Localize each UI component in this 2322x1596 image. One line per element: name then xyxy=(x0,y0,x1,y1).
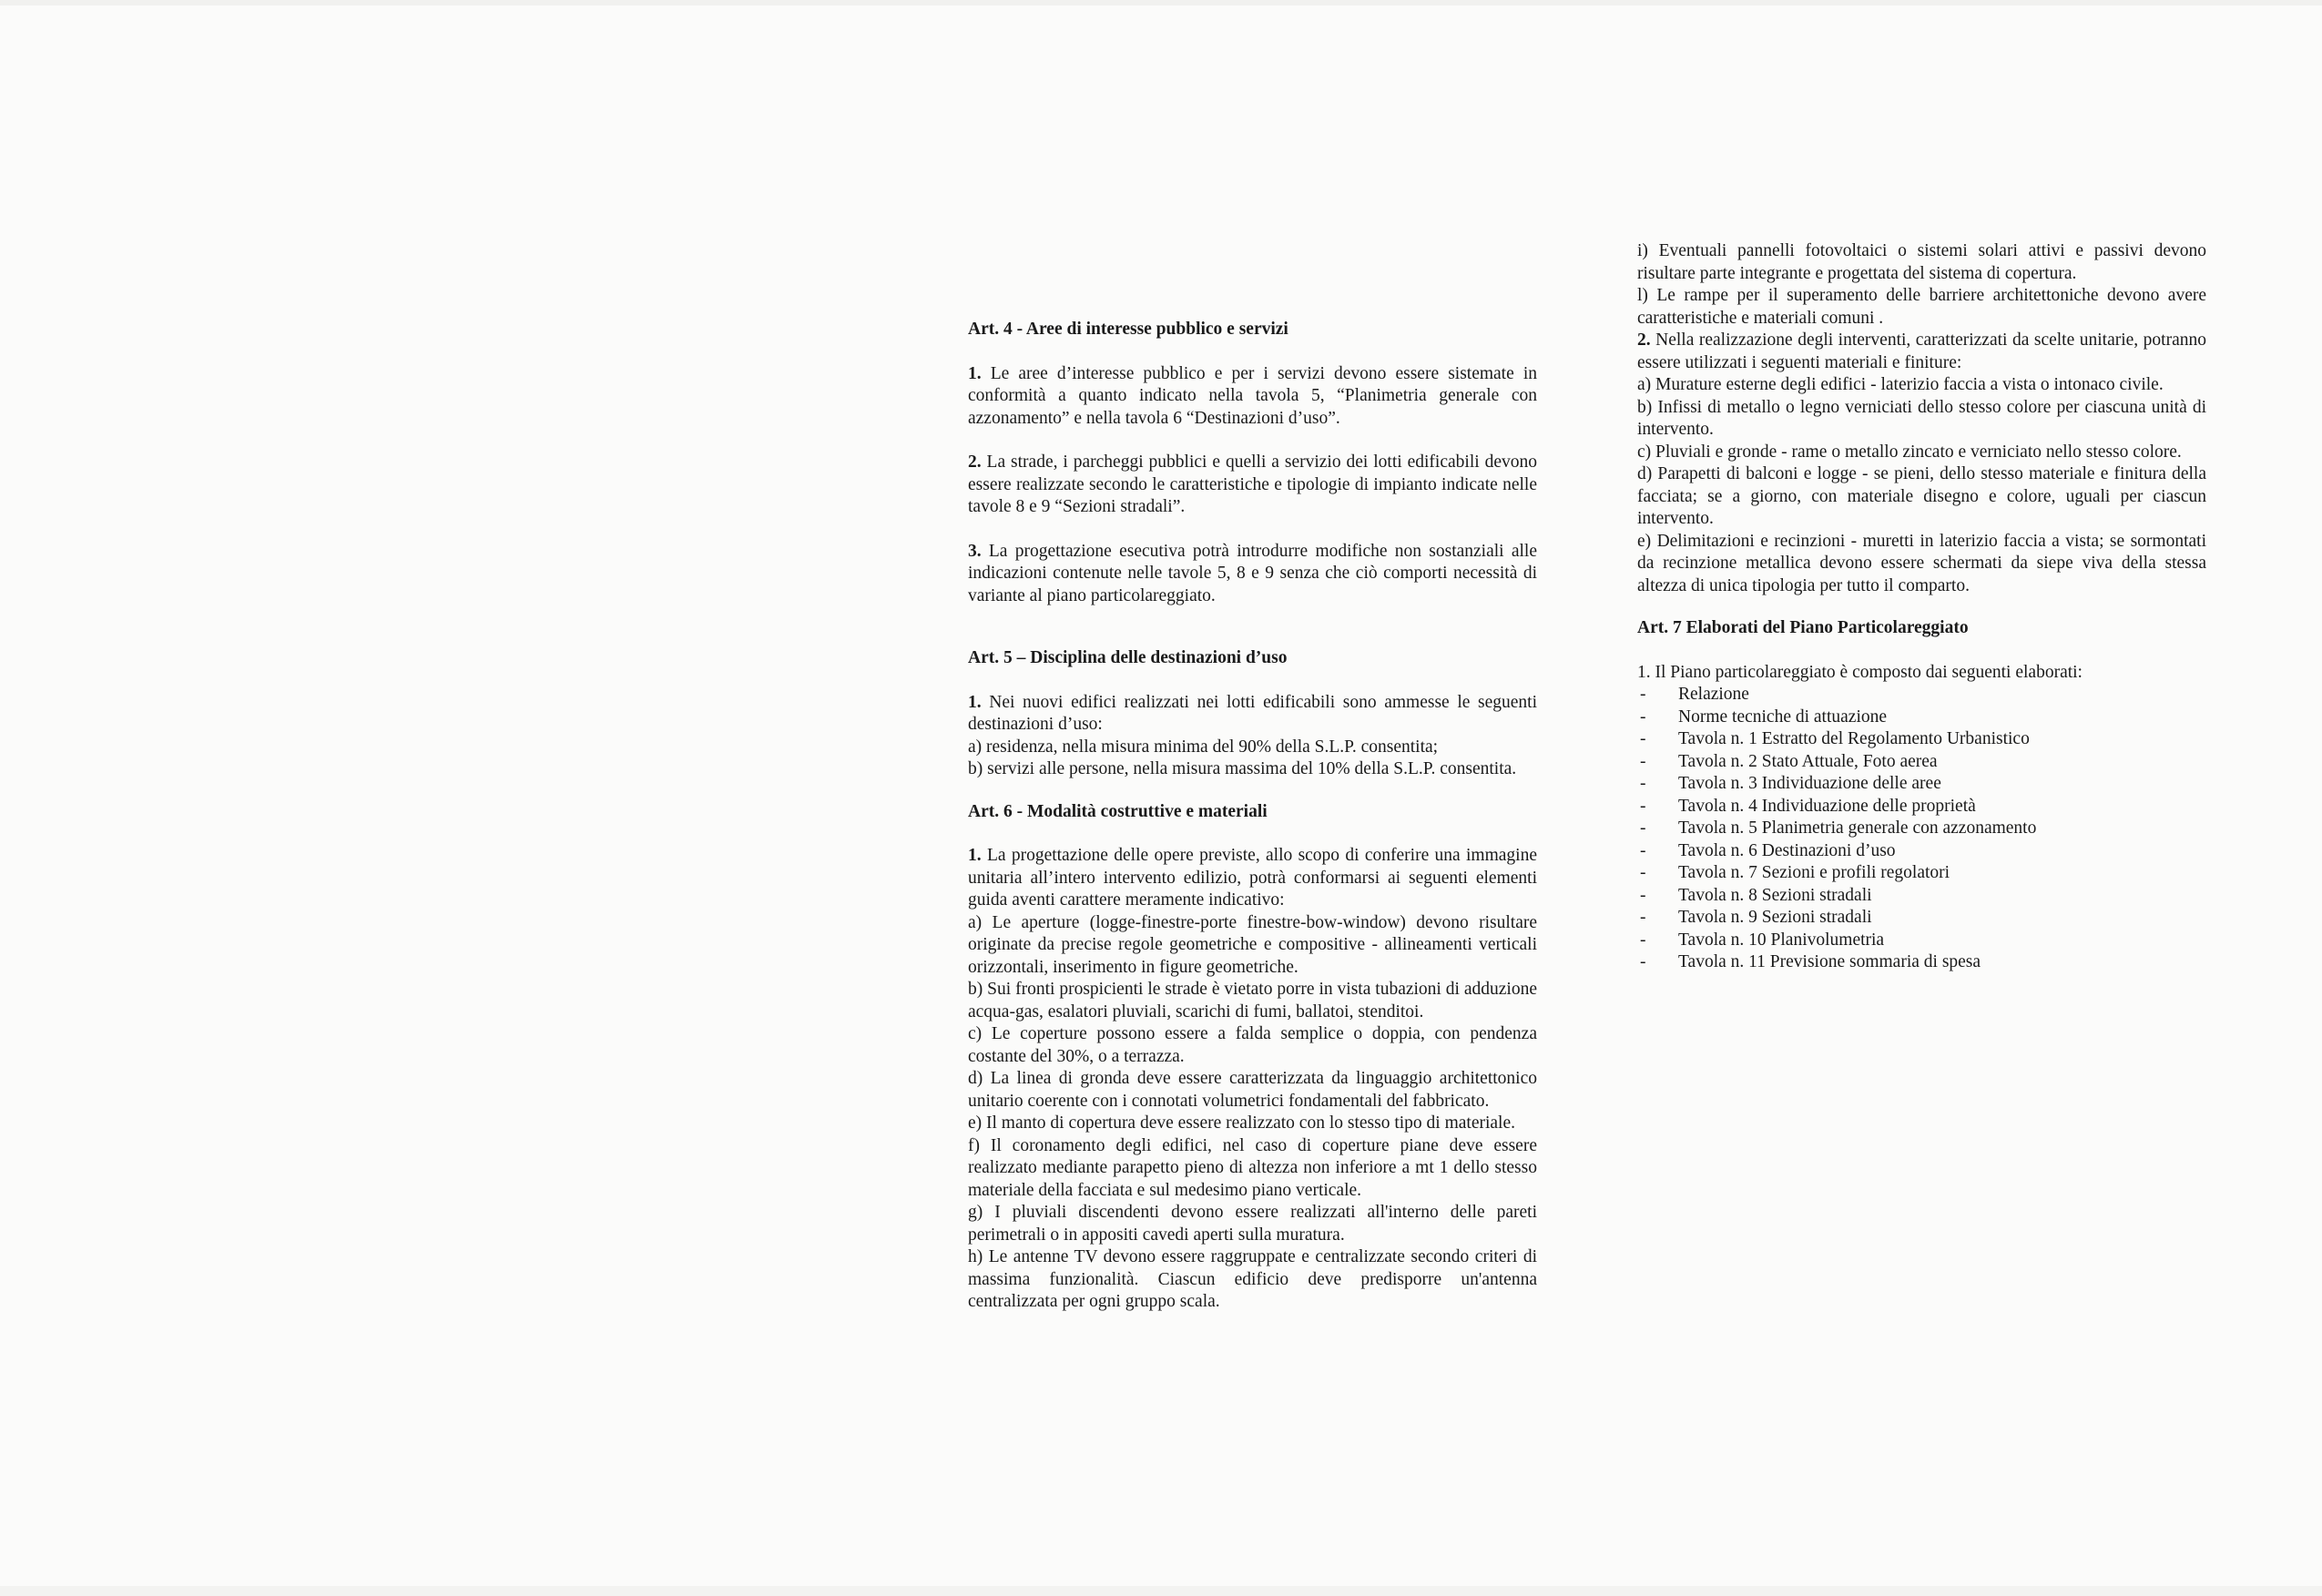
list-item-text: Tavola n. 8 Sezioni stradali xyxy=(1678,885,1872,905)
art6-material-c: c) Pluviali e gronde - rame o metallo zincato e verniciato nello stesso colore. xyxy=(1637,442,2182,462)
list-dash: - xyxy=(1640,707,1646,727)
list-item-text: Relazione xyxy=(1678,685,1749,704)
art6-item-g: g) I pluviali discendenti devono essere realizzati all'interno delle pareti perimetrali o in appositi cavedi aperti sulla muratura. xyxy=(968,1203,1537,1245)
list-item-text: Tavola n. 1 Estratto del Regolamento Urbanistico xyxy=(1678,729,2030,748)
art5-p1-number: 1. xyxy=(968,692,982,712)
art6-heading: Art. 6 - Modalità costruttive e materiali xyxy=(968,801,1268,821)
list-item xyxy=(1637,796,2206,818)
art4-p3-number: 3. xyxy=(968,541,982,561)
list-item xyxy=(1637,951,2206,974)
art6-item-c: c) Le coperture possono essere a falda semplice o doppia, con pendenza costante del 30%, o a terrazza. xyxy=(968,1024,1537,1066)
art4-p3-text: La progettazione esecutiva potrà introdurre modifiche non sostanziali alle indicazioni contenute nelle tavole 5, 8 e 9 senza che ciò comporti necessità di variante al piano particolareggiato. xyxy=(968,541,1537,605)
art4-paragraph-2 xyxy=(968,452,1537,519)
art6-material-a: a) Murature esterne degli edifici - laterizio faccia a vista o intonaco civile. xyxy=(1637,375,2164,394)
art4-paragraph-3 xyxy=(968,541,1537,608)
list-item-text: Tavola n. 3 Individuazione delle aree xyxy=(1678,774,1941,793)
list-dash: - xyxy=(1640,685,1646,704)
list-dash: - xyxy=(1640,796,1646,816)
list-item-text: Tavola n. 7 Sezioni e profili regolatori xyxy=(1678,863,1950,882)
art6-material-e: e) Delimitazioni e recinzioni - muretti in laterizio faccia a vista; se sormontati da recinzione metallica devono essere schermati da siepe viva della stessa altezza di unica tipologia per tutto il comparto. xyxy=(1637,531,2206,595)
list-item xyxy=(1637,773,2206,796)
list-dash: - xyxy=(1640,818,1646,838)
art6-paragraph-2 xyxy=(1637,330,2206,374)
art6-item-e: e) Il manto di copertura deve essere realizzato con lo stesso tipo di materiale. xyxy=(968,1113,1516,1133)
art5-heading: Art. 5 – Disciplina delle destinazioni d’uso xyxy=(968,648,1288,667)
scan-edge-bottom xyxy=(0,1586,2322,1596)
art6-item-f: f) Il coronamento degli edifici, nel caso di coperture piane deve essere realizzato mediante parapetto pieno di altezza non inferiore a mt 1 dello stesso materiale della facciata e sul medesimo piano verticale. xyxy=(968,1135,1537,1200)
list-item xyxy=(1637,728,2206,751)
art4-p2-number: 2. xyxy=(968,452,982,472)
art6-p1-number: 1. xyxy=(968,846,982,865)
art6-p1-text: La progettazione delle opere previste, allo scopo di conferire una immagine unitaria all’intero intervento edilizio, potrà conformarsi ai seguenti elementi guida aventi carattere meramente indicativo: xyxy=(968,846,1537,910)
art5-item-a: a) residenza, nella misura minima del 90% della S.L.P. consentita; xyxy=(968,737,1439,757)
art5-p1-text: Nei nuovi edifici realizzati nei lotti edificabili sono ammesse le seguenti destinazioni d’uso: xyxy=(968,692,1537,734)
list-item xyxy=(1637,862,2206,885)
right-column xyxy=(1637,240,2206,974)
list-dash: - xyxy=(1640,952,1646,971)
list-dash: - xyxy=(1640,930,1646,950)
art6-item-d: d) La linea di gronda deve essere caratterizzata da linguaggio architettonico unitario coerente con i connotati volumetrici fondamentali del fabbricato. xyxy=(968,1069,1537,1111)
list-item xyxy=(1637,684,2206,707)
art6-p2-text: Nella realizzazione degli interventi, caratterizzati da scelte unitarie, potranno essere utilizzati i seguenti materiali e finiture: xyxy=(1637,330,2206,372)
list-dash: - xyxy=(1640,840,1646,860)
art6-p2-number: 2. xyxy=(1637,330,1651,350)
list-dash: - xyxy=(1640,774,1646,793)
list-item-text: Tavola n. 2 Stato Attuale, Foto aerea xyxy=(1678,751,1938,771)
art7-intro: 1. Il Piano particolareggiato è composto dai seguenti elaborati: xyxy=(1637,662,2083,682)
art6-material-d: d) Parapetti di balconi e logge - se pieni, dello stesso materiale e finitura della facciata; se a giorno, con materiale disegno e colore, uguali per ciascun intervento. xyxy=(1637,464,2206,528)
art6-item-i: i) Eventuali pannelli fotovoltaici o sistemi solari attivi e passivi devono risultare parte integrante e progettata del sistema di copertura. xyxy=(1637,241,2206,283)
art7-heading: Art. 7 Elaborati del Piano Particolareggiato xyxy=(1637,618,1969,637)
list-item xyxy=(1637,885,2206,908)
list-item xyxy=(1637,818,2206,840)
list-dash: - xyxy=(1640,885,1646,905)
art6-item-h: h) Le antenne TV devono essere raggruppate e centralizzate secondo criteri di massima funzionalità. Ciascun edificio deve predisporre un'antenna centralizzata per ogni gruppo scala. xyxy=(968,1247,1537,1311)
list-item xyxy=(1637,751,2206,774)
list-item xyxy=(1637,930,2206,952)
list-item-text: Tavola n. 10 Planivolumetria xyxy=(1678,930,1885,950)
list-item xyxy=(1637,907,2206,930)
list-item-text: Norme tecniche di attuazione xyxy=(1678,707,1888,727)
left-column xyxy=(968,319,1537,1314)
list-dash: - xyxy=(1640,729,1646,748)
list-item-text: Tavola n. 6 Destinazioni d’uso xyxy=(1678,840,1896,860)
list-item-text: Tavola n. 5 Planimetria generale con azzonamento xyxy=(1678,818,2037,838)
list-item xyxy=(1637,707,2206,729)
art6-item-b: b) Sui fronti prospicienti le strade è vietato porre in vista tubazioni di adduzione acqua-gas, esalatori pluviali, scarichi di fumi, ballatoi, stenditoi. xyxy=(968,980,1537,1022)
list-dash: - xyxy=(1640,751,1646,771)
art6-item-a: a) Le aperture (logge-finestre-porte finestre-bow-window) devono risultare originate da precise regole geometriche e compositive - allineamenti verticali orizzontali, inserimento in figure geometriche. xyxy=(968,912,1537,977)
list-item-text: Tavola n. 4 Individuazione delle proprietà xyxy=(1678,796,1976,816)
art4-p2-text: La strade, i parcheggi pubblici e quelli a servizio dei lotti edificabili devono essere realizzate secondo le caratteristiche e tipologie di impianto indicate nelle tavole 8 e 9 “Sezioni stradali”. xyxy=(968,452,1537,516)
art5-item-b: b) servizi alle persone, nella misura massima del 10% della S.L.P. consentita. xyxy=(968,759,1517,778)
list-item-text: Tavola n. 9 Sezioni stradali xyxy=(1678,908,1872,927)
art4-p1-text: Le aree d’interesse pubblico e per i servizi devono essere sistemate in conformità a quanto indicato nella tavola 5, “Planimetria generale con azzonamento” e nella tavola 6 “Destinazioni d’uso”. xyxy=(968,363,1537,428)
art6-paragraph-1 xyxy=(968,845,1537,912)
art6-item-l: l) Le rampe per il superamento delle barriere architettoniche devono avere caratteristiche e materiali comuni . xyxy=(1637,286,2206,328)
art5-paragraph-1 xyxy=(968,692,1537,737)
scan-edge-top xyxy=(0,0,2322,5)
art6-material-b: b) Infissi di metallo o legno verniciati dello stesso colore per ciascuna unità di intervento. xyxy=(1637,397,2206,439)
list-item xyxy=(1637,840,2206,863)
art7-elaborati-list xyxy=(1637,684,2206,974)
list-dash: - xyxy=(1640,908,1646,927)
list-item-text: Tavola n. 11 Previsione sommaria di spesa xyxy=(1678,952,1981,971)
art4-heading: Art. 4 - Aree di interesse pubblico e servizi xyxy=(968,320,1288,339)
art4-p1-number: 1. xyxy=(968,363,982,383)
art4-paragraph-1 xyxy=(968,363,1537,431)
list-dash: - xyxy=(1640,863,1646,882)
